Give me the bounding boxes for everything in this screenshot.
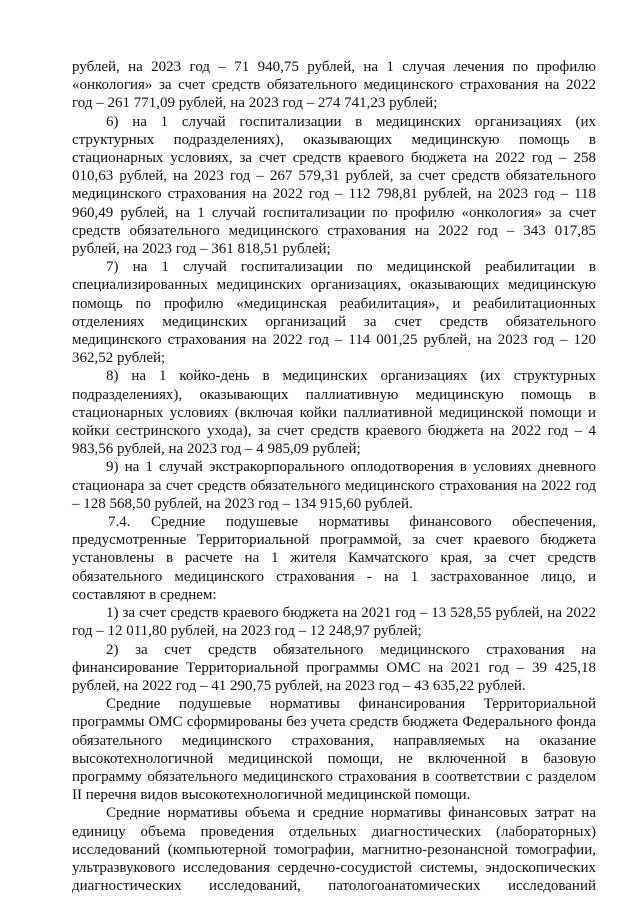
paragraph-continuation: рублей, на 2023 год – 71 940,75 рублей, на 1 случая лечения по профилю «онкология» за счет средств обязательного медицинского страхования на 2022 год – 261 771,09 рублей, на 2023 год – 274 741,23 рублей; — [72, 59, 596, 112]
paragraph-subitem-2: 2) за счет средств обязательного медицинского страхования на финансирование Территориальной программы ОМС на 2021 год – 39 425,18 рублей, на 2022 год – 41 290,75 рублей, на 2023 год – 43 635,22 рублей. — [72, 641, 596, 694]
paragraph-section-7-4: 7.4. Средние подушевые нормативы финансового обеспечения, предусмотренные Территориальной программой, за счет краевого бюджета установлены в расчете на 1 жителя Камчатского края, за счет средств обязательного медицинского страхования - на 1 застрахованное лицо, и составляют в среднем: — [72, 514, 596, 603]
paragraph-item-7: 7) на 1 случай госпитализации по медицинской реабилитации в специализированных медицинских организациях, оказывающих медицинскую помощь по профилю «медицинская реабилитация», и реабилитационных отделениях медицинских организаций за счет средств обязательного медицинского страхования на 2022 год – 114 001,25 рублей, на 2023 год – 120 362,52 рублей; — [72, 259, 596, 367]
paragraph-subitem-1: 1) за счет средств краевого бюджета на 2021 год – 13 528,55 рублей, на 2022 год – 12 011,80 рублей, на 2023 год – 12 248,97 рублей; — [72, 605, 596, 640]
paragraph-item-8: 8) на 1 койко-день в медицинских организациях (их структурных подразделениях), оказывающих паллиативную медицинскую помощь в стационарных условиях (включая койки паллиативной медицинской помощи и койки сестринского ухода), за счет средств краевого бюджета на 2022 год – 4 983,56 рублей, на 2023 год – 4 985,09 рублей; — [72, 368, 596, 458]
paragraph-oms-note: Средние подушевые нормативы финансирования Территориальной программы ОМС сформированы без учета средств бюджета Федерального фонда обязательного медицинского страхования, направляемых на оказание высокотехнологичной медицинской помощи, не включенной в базовую программу обязательного медицинского страхования в соответствии с разделом II перечня видов высокотехнологичной медицинской помощи. — [72, 696, 596, 804]
paragraph-diagnostics: Средние нормативы объема и средние нормативы финансовых затрат на единицу объема проведения отдельных диагностических (лабораторных) исследований (компьютерной томографии, магнитно-резонансной томографии, ультразвукового исследования сердечно-сосудистой системы, эндоскопических диагностических исследований, патологоанатомических исследований — [72, 805, 596, 895]
paragraph-item-9: 9) на 1 случай экстракорпорального оплодотворения в условиях дневного стационара за счет средств обязательного медицинского страхования на 2022 год – 128 568,50 рублей, на 2023 год – 134 915,60 рублей. — [72, 459, 596, 512]
document-page — [72, 58, 596, 895]
paragraph-item-6: 6) на 1 случай госпитализации в медицинских организациях (их структурных подразделениях), оказывающих медицинскую помощь в стационарных условиях, за счет средств краевого бюджета на 2022 год – 258 010,63 рублей, на 2023 год – 267 579,31 рублей, за счет средств обязательного медицинского страхования на 2022 год – 112 798,81 рублей, на 2023 год – 118 960,49 рублей, на 1 случай госпитализации по профилю «онкология» за счет средств обязательного медицинского страхования на 2022 год – 343 017,85 рублей, на 2023 год – 361 818,51 рублей; — [72, 113, 596, 258]
